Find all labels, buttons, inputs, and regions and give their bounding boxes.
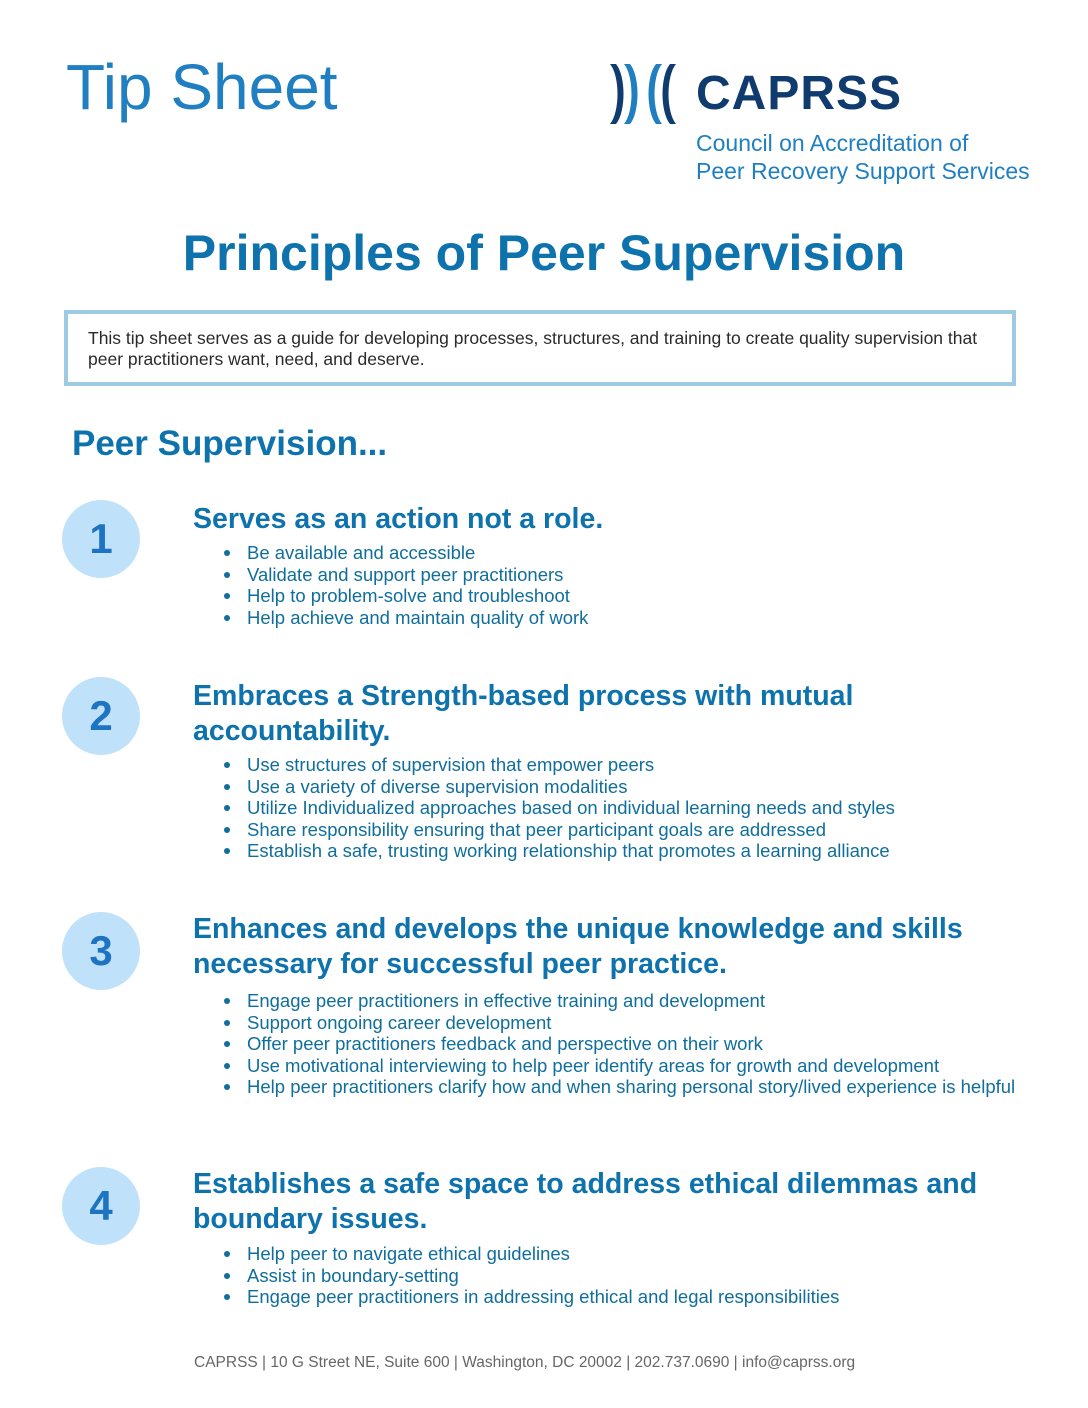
caprss-logo <box>606 62 1030 192</box>
capress-chevron-logo-icon <box>606 62 686 126</box>
principle-title: Embraces a Strength-based process with mutual accountability. <box>193 680 854 747</box>
principle-number-badge: 1 <box>62 500 140 578</box>
list-item: Engage peer practitioners in effective training and development <box>222 990 1022 1012</box>
principle-number-badge: 2 <box>62 677 140 755</box>
page-title: Principles of Peer Supervision <box>182 225 906 281</box>
list-item: Use structures of supervision that empower peers <box>222 754 1022 776</box>
section-heading: Peer Supervision... <box>72 424 388 463</box>
intro-text: This tip sheet serves as a guide for developing processes, structures, and training to create quality supervision that peer practitioners want, need, and deserve. <box>88 328 978 369</box>
list-item: Be available and accessible <box>222 542 1022 564</box>
list-item: Help achieve and maintain quality of work <box>222 607 1022 629</box>
principle-title: Serves as an action not a role. <box>193 503 604 535</box>
list-item: Help peer to navigate ethical guidelines <box>222 1243 1022 1265</box>
logo-subtitle-line2: Peer Recovery Support Services <box>696 158 1030 184</box>
list-item: Share responsibility ensuring that peer participant goals are addressed <box>222 819 1022 841</box>
logo-brand-name: CAPRSS <box>696 67 903 120</box>
principle-bullet-list <box>222 542 1022 628</box>
list-item: Use a variety of diverse supervision modalities <box>222 776 1022 798</box>
list-item: Utilize Individualized approaches based on individual learning needs and styles <box>222 797 1022 819</box>
list-item: Help to problem-solve and troubleshoot <box>222 585 1022 607</box>
tip-sheet-label: Tip Sheet <box>66 51 338 123</box>
list-item: Assist in boundary-setting <box>222 1265 1022 1287</box>
list-item: Establish a safe, trusting working relationship that promotes a learning alliance <box>222 840 1022 862</box>
list-item: Validate and support peer practitioners <box>222 564 1022 586</box>
principle-number-badge: 4 <box>62 1167 140 1245</box>
list-item: Help peer practitioners clarify how and when sharing personal story/lived experience is helpful <box>222 1076 1022 1098</box>
principle-number-badge: 3 <box>62 912 140 990</box>
principle-title: Establishes a safe space to address ethical dilemmas and boundary issues. <box>193 1168 978 1235</box>
list-item: Offer peer practitioners feedback and perspective on their work <box>222 1033 1022 1055</box>
footer-contact: CAPRSS | 10 G Street NE, Suite 600 | Washington, DC 20002 | 202.737.0690 | info@caprss.org <box>194 1354 856 1371</box>
principle-bullet-list <box>222 1243 1022 1308</box>
principle-title: Enhances and develops the unique knowledge and skills necessary for successful peer practice. <box>193 913 963 980</box>
list-item: Support ongoing career development <box>222 1012 1022 1034</box>
principle-bullet-list <box>222 990 1022 1098</box>
list-item: Engage peer practitioners in addressing ethical and legal responsibilities <box>222 1286 1022 1308</box>
logo-subtitle-line1: Council on Accreditation of <box>696 130 969 156</box>
list-item: Use motivational interviewing to help peer identify areas for growth and development <box>222 1055 1022 1077</box>
principle-bullet-list <box>222 754 1022 862</box>
intro-box <box>64 310 1016 386</box>
